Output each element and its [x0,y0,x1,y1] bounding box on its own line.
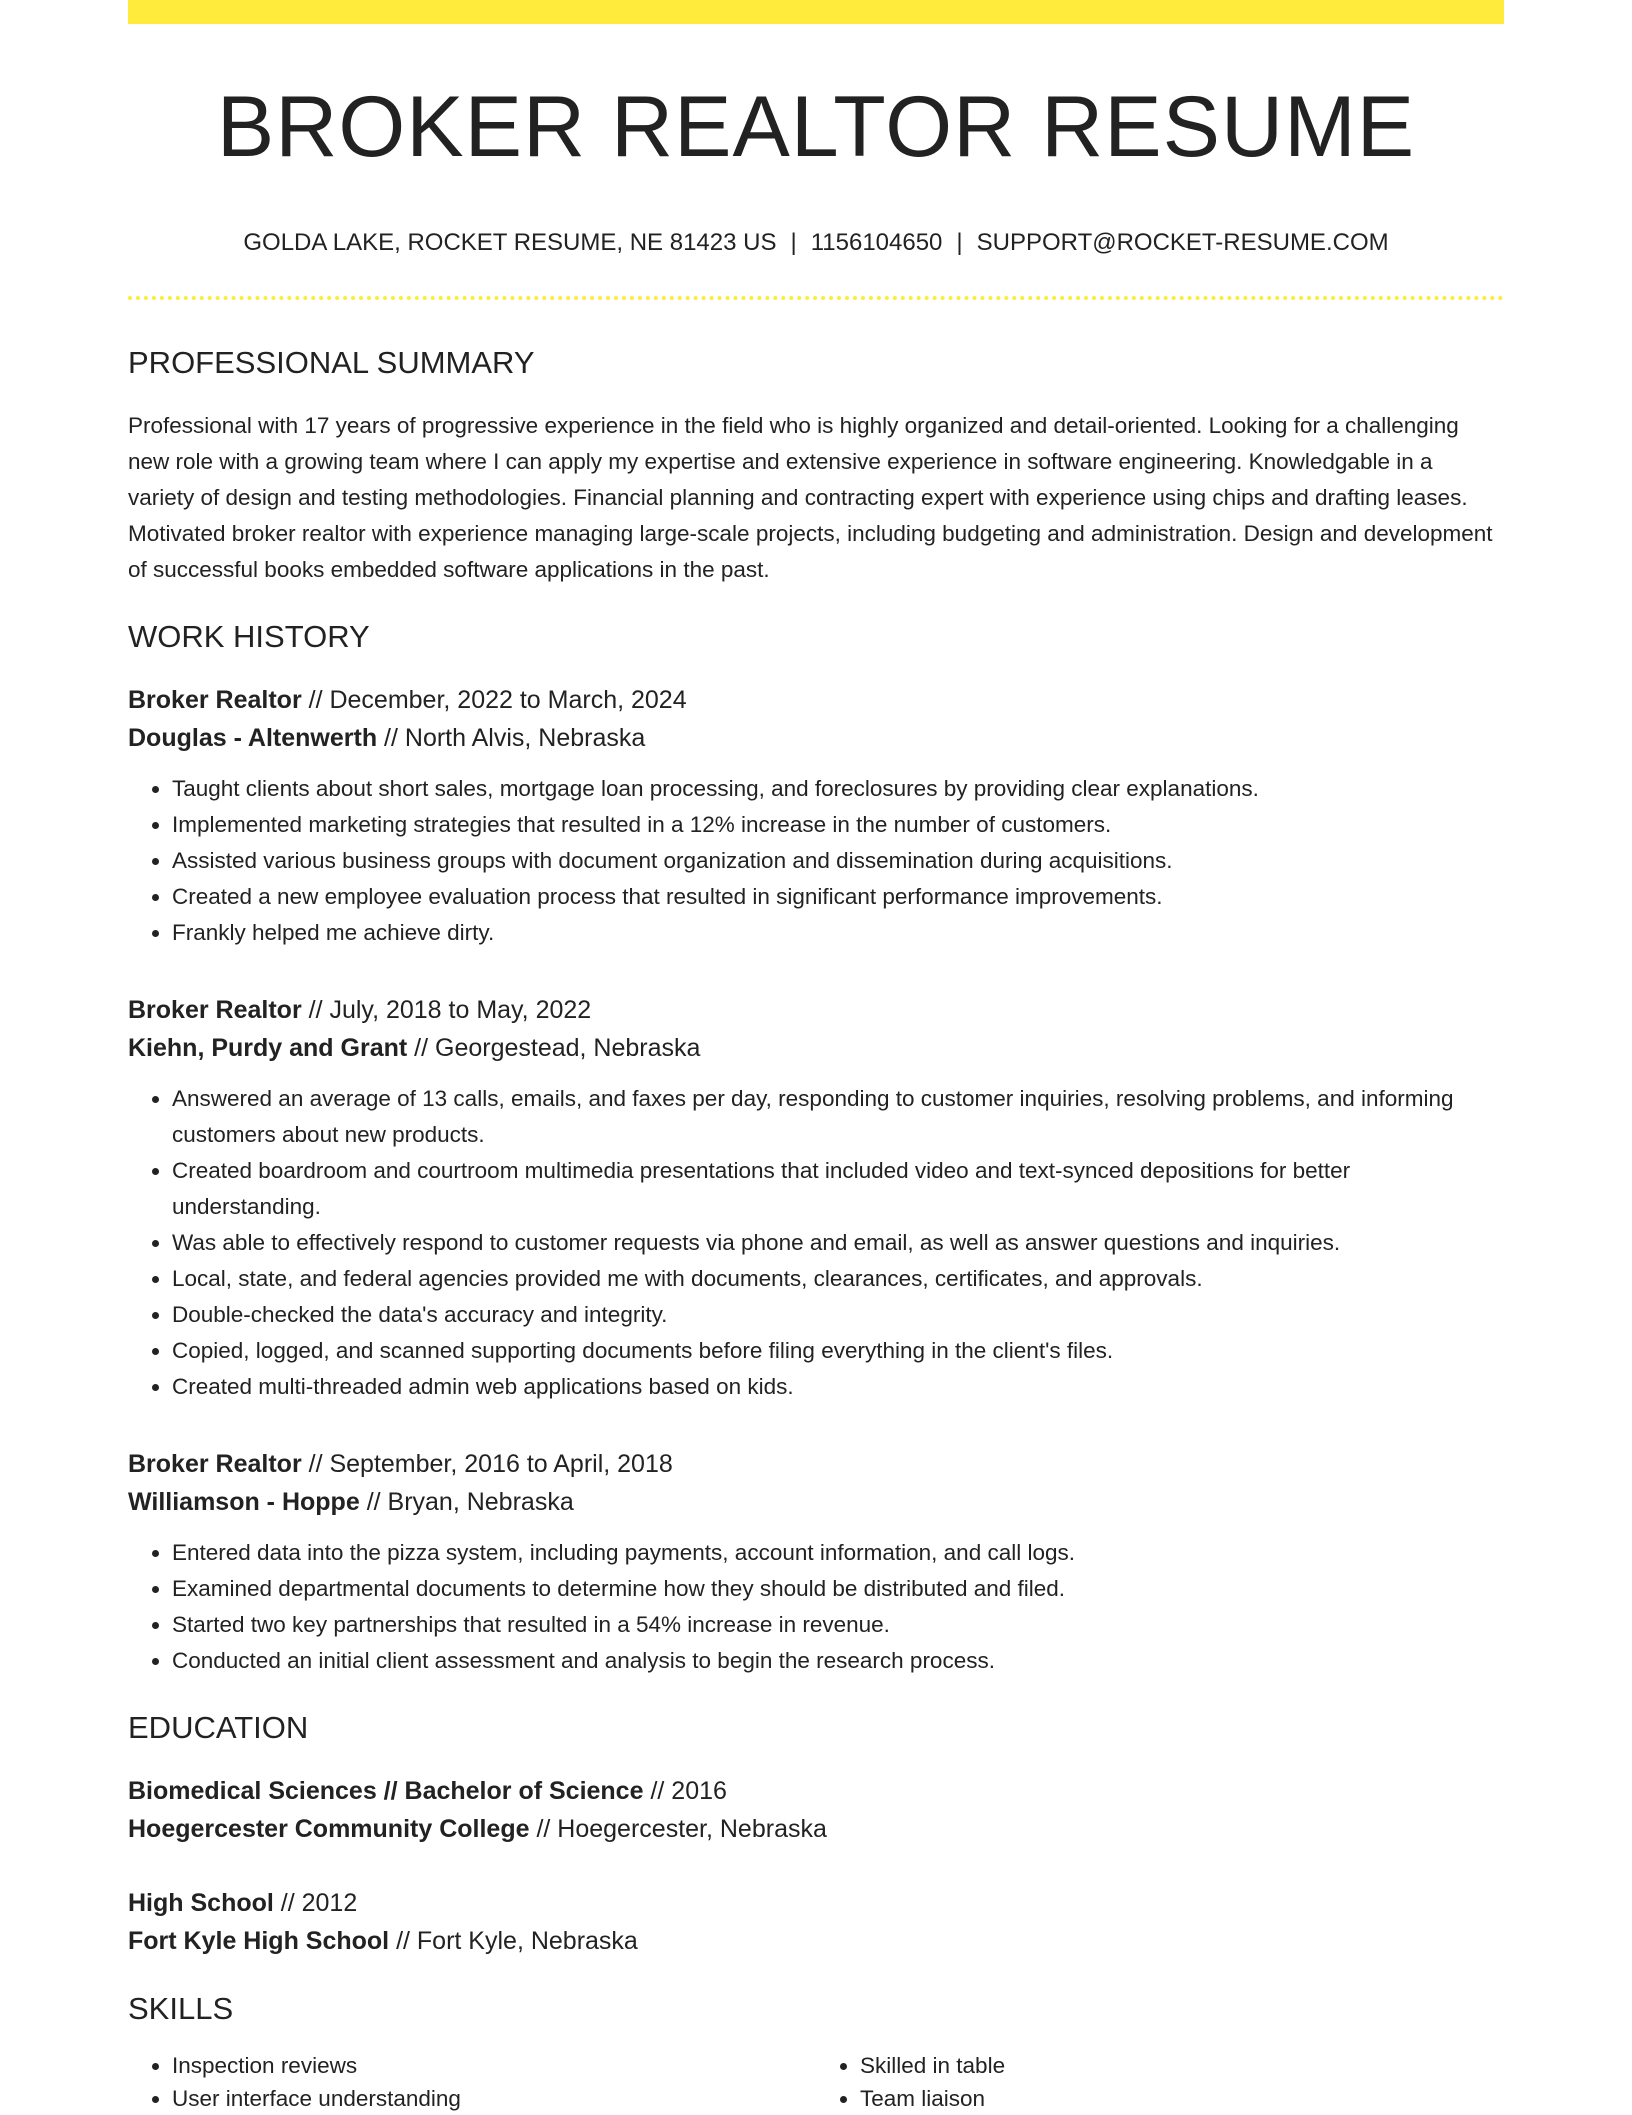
job-dates: // December, 2022 to March, 2024 [308,685,687,714]
education-school-line [128,1922,1504,1960]
job-entry [128,991,1504,1405]
job-entry [128,1445,1504,1679]
job-company-line [128,1029,1504,1067]
job-location: // Georgestead, Nebraska [414,1033,701,1062]
contact-separator: | [956,228,963,256]
job-title-line [128,681,1504,719]
contact-line [128,229,1504,258]
job-title: Broker Realtor [128,685,302,714]
education-school: Fort Kyle High School [128,1926,390,1955]
education-entry [128,1884,1504,1960]
education-location: // Hoegercester, Nebraska [536,1814,827,1843]
job-dates: // September, 2016 to April, 2018 [308,1449,673,1478]
job-bullets [128,1535,1504,1679]
skill-item: • Team liaison [860,2082,1504,2115]
job-location: // North Alvis, Nebraska [384,723,646,752]
job-title-line [128,1445,1504,1483]
resume-page [128,0,1504,2115]
skill-item: • User interface understanding [172,2082,816,2115]
education-school: Hoegercester Community College [128,1814,530,1843]
skills-list [128,2049,1504,2115]
skill-item: • Skilled in table [860,2049,1504,2082]
list-item: • Was able to effectively respond to customer requests via phone and email, as well as answer questions and inquiries. [172,1225,1504,1261]
skills-heading: SKILLS [128,1990,234,2026]
education-year: // 2016 [650,1776,727,1805]
job-title: Broker Realtor [128,1449,302,1478]
skills-column-right [816,2049,1504,2115]
list-item: • Started two key partnerships that resulted in a 54% increase in revenue. [172,1607,1504,1643]
job-title-line [128,991,1504,1029]
summary-text: Professional with 17 years of progressive experience in the field who is highly organized and detail-oriented. Looking for a challenging new role with a growing team where I can apply my expertise and extensive experience in software engineering. Knowledgable in a variety of design and testing methodologies. Financial planning and contracting expert with experience using chips and drafting leases. Motivated broker realtor with experience managing large-scale projects, including budgeting and administration. Design and development of successful books embedded software applications in the past. [128,412,1493,582]
education-degree: Biomedical Sciences // Bachelor of Science [128,1776,644,1805]
education-degree: High School [128,1888,274,1917]
education-degree-line [128,1884,1504,1922]
list-item: • Local, state, and federal agencies provided me with documents, clearances, certificates, and approvals. [172,1261,1504,1297]
contact-address: GOLDA LAKE, ROCKET RESUME, NE 81423 US [243,228,777,256]
list-item: • Double-checked the data's accuracy and integrity. [172,1297,1504,1333]
top-accent-bar [128,0,1504,24]
job-company: Williamson - Hoppe [128,1487,360,1516]
job-title: Broker Realtor [128,995,302,1024]
list-item: • Entered data into the pizza system, including payments, account information, and call logs. [172,1535,1504,1571]
work-history-heading: WORK HISTORY [128,618,370,654]
resume-title: BROKER REALTOR RESUME [216,79,1416,175]
list-item: • Assisted various business groups with document organization and dissemination during acquisitions. [172,843,1504,879]
education-year: // 2012 [280,1888,358,1917]
job-entry [128,681,1504,951]
education-location: // Fort Kyle, Nebraska [396,1926,638,1955]
job-company-line [128,719,1504,757]
job-location: // Bryan, Nebraska [366,1487,574,1516]
job-bullets [128,771,1504,951]
contact-separator: | [790,228,797,256]
skills-column-left [128,2049,816,2115]
job-bullets [128,1081,1504,1405]
list-item: • Implemented marketing strategies that resulted in a 12% increase in the number of customers. [172,807,1504,843]
list-item: • Conducted an initial client assessment and analysis to begin the research process. [172,1643,1504,1679]
contact-email: SUPPORT@ROCKET-RESUME.COM [976,228,1389,256]
education-school-line [128,1810,1504,1848]
list-item: • Frankly helped me achieve dirty. [172,915,1504,951]
job-company-line [128,1483,1504,1521]
list-item: • Examined departmental documents to determine how they should be distributed and filed. [172,1571,1504,1607]
list-item: • Taught clients about short sales, mortgage loan processing, and foreclosures by providing clear explanations. [172,771,1504,807]
job-dates: // July, 2018 to May, 2022 [308,995,592,1024]
list-item: • Copied, logged, and scanned supporting documents before filing everything in the client's files. [172,1333,1504,1369]
contact-phone: 1156104650 [810,228,943,256]
summary-heading: PROFESSIONAL SUMMARY [128,345,535,381]
list-item: • Created boardroom and courtroom multimedia presentations that included video and text-synced depositions for better understanding. [172,1153,1504,1225]
list-item: • Answered an average of 13 calls, emails, and faxes per day, responding to customer inquiries, resolving problems, and informing customers about new products. [172,1081,1504,1153]
job-company: Kiehn, Purdy and Grant [128,1033,408,1062]
education-degree-line [128,1772,1504,1810]
job-company: Douglas - Altenwerth [128,723,378,752]
skill-item: • Inspection reviews [172,2049,816,2082]
list-item: • Created a new employee evaluation process that resulted in significant performance improvements. [172,879,1504,915]
list-item: • Created multi-threaded admin web applications based on kids. [172,1369,1504,1405]
header-divider [128,296,1504,300]
education-heading: EDUCATION [128,1709,309,1745]
education-entry [128,1772,1504,1848]
